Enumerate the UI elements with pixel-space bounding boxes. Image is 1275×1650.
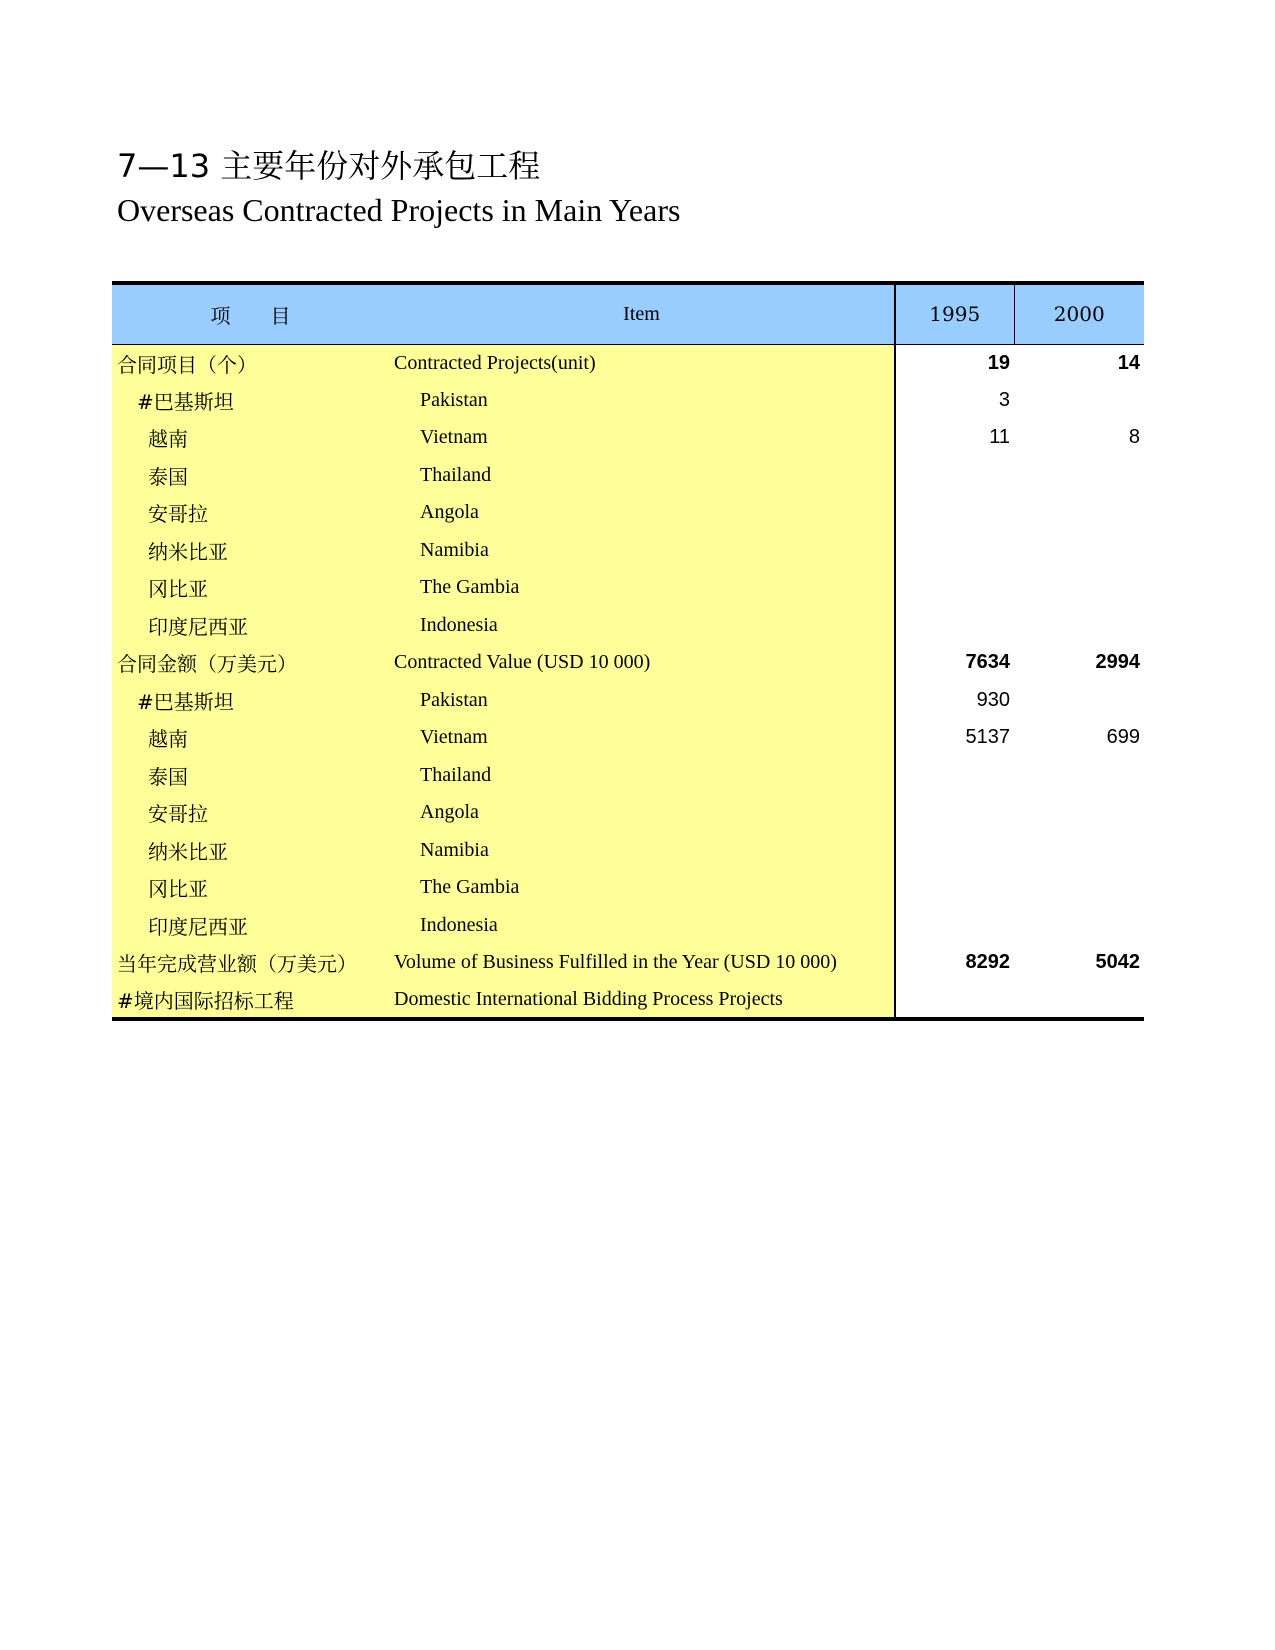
- value-1995: [895, 907, 1014, 945]
- header-item-en: Item: [389, 283, 895, 344]
- header-item-cn: 项 目: [112, 283, 389, 344]
- value-1995: 19: [987, 351, 1010, 374]
- value-1995: [895, 832, 1014, 870]
- row-label-en: Contracted Value (USD 10 000): [389, 644, 895, 682]
- table-row: [112, 607, 1144, 645]
- value-2000: 8: [1128, 426, 1140, 449]
- table-row: [112, 532, 1144, 570]
- row-label-cn: 印度尼西亚: [112, 907, 389, 945]
- row-label-en: Vietnam: [389, 719, 895, 757]
- table-row: [112, 344, 1144, 382]
- row-label-en: The Gambia: [389, 569, 895, 607]
- row-label-cn: 冈比亚: [112, 569, 389, 607]
- value-1995: [895, 607, 1014, 645]
- value-1995: [895, 532, 1014, 570]
- value-2000: 5042: [1095, 951, 1140, 974]
- row-label-cn: 泰国: [112, 757, 389, 795]
- table-body: [112, 344, 1144, 1019]
- value-1995: [895, 457, 1014, 495]
- table-row: [112, 569, 1144, 607]
- table-row: [112, 457, 1144, 495]
- table-row: [112, 907, 1144, 945]
- table-row: [112, 832, 1144, 870]
- value-1995: 8292: [965, 951, 1010, 974]
- value-2000: [1014, 794, 1144, 832]
- row-label-cn: 印度尼西亚: [112, 607, 389, 645]
- header-year-2000: 2000: [1014, 283, 1144, 344]
- value-2000: [1014, 382, 1144, 420]
- row-label-cn: 泰国: [112, 457, 389, 495]
- row-label-en: Namibia: [389, 832, 895, 870]
- row-label-en: Indonesia: [389, 607, 895, 645]
- title-cn-text: 主要年份对外承包工程: [220, 147, 541, 185]
- row-label-en: Thailand: [389, 457, 895, 495]
- row-label-cn: 越南: [112, 719, 389, 757]
- value-1995: 11: [989, 426, 1010, 449]
- row-label-cn: #境内国际招标工程: [112, 982, 389, 1020]
- table-row: [112, 382, 1144, 420]
- value-2000: [1014, 832, 1144, 870]
- header-row: [112, 283, 1144, 344]
- value-1995: 930: [976, 688, 1010, 711]
- row-label-en: The Gambia: [389, 869, 895, 907]
- page-title-cn: [117, 146, 540, 186]
- value-2000: [1014, 494, 1144, 532]
- value-1995: [895, 982, 1014, 1020]
- table-number: 7—13: [117, 147, 211, 185]
- value-2000: [1014, 682, 1144, 720]
- value-1995: 3: [998, 388, 1010, 411]
- row-label-cn: 冈比亚: [112, 869, 389, 907]
- row-label-en: Volume of Business Fulfilled in the Year (USD 10 000): [389, 944, 895, 982]
- row-label-en: Vietnam: [389, 419, 895, 457]
- row-label-cn: 纳米比亚: [112, 832, 389, 870]
- value-1995: 5137: [965, 726, 1010, 749]
- table-row: [112, 982, 1144, 1020]
- table-row: [112, 494, 1144, 532]
- row-label-en: Angola: [389, 494, 895, 532]
- value-2000: [1014, 532, 1144, 570]
- table-row: [112, 794, 1144, 832]
- value-2000: [1014, 869, 1144, 907]
- value-2000: [1014, 982, 1144, 1020]
- header-year-1995: 1995: [895, 283, 1014, 344]
- row-label-cn: 当年完成营业额（万美元）: [112, 944, 389, 982]
- value-2000: [1014, 607, 1144, 645]
- row-label-en: Pakistan: [389, 682, 895, 720]
- row-label-cn: #巴基斯坦: [112, 682, 389, 720]
- value-2000: [1014, 757, 1144, 795]
- row-label-cn: 安哥拉: [112, 494, 389, 532]
- row-label-cn: #巴基斯坦: [112, 382, 389, 420]
- page-title-en: Overseas Contracted Projects in Main Years: [117, 192, 681, 228]
- table-row: [112, 757, 1144, 795]
- value-2000: [1014, 907, 1144, 945]
- value-2000: 14: [1117, 351, 1140, 374]
- table-row: [112, 644, 1144, 682]
- row-label-en: Domestic International Bidding Process Projects: [389, 982, 895, 1020]
- table-row: [112, 944, 1144, 982]
- row-label-en: Angola: [389, 794, 895, 832]
- row-label-en: Contracted Projects(unit): [389, 344, 895, 382]
- row-label-cn: 纳米比亚: [112, 532, 389, 570]
- row-label-cn: 安哥拉: [112, 794, 389, 832]
- row-label-en: Indonesia: [389, 907, 895, 945]
- table-row: [112, 719, 1144, 757]
- value-1995: [895, 757, 1014, 795]
- row-label-en: Pakistan: [389, 382, 895, 420]
- row-label-en: Thailand: [389, 757, 895, 795]
- value-1995: [895, 869, 1014, 907]
- value-2000: 2994: [1095, 651, 1140, 674]
- table-header: [112, 283, 1144, 344]
- value-2000: 699: [1106, 726, 1140, 749]
- row-label-cn: 合同项目（个）: [112, 344, 389, 382]
- table-row: [112, 419, 1144, 457]
- value-2000: [1014, 569, 1144, 607]
- value-1995: [895, 794, 1014, 832]
- value-1995: [895, 494, 1014, 532]
- statistics-table: [112, 281, 1144, 1021]
- row-label-cn: 合同金额（万美元）: [112, 644, 389, 682]
- value-1995: [895, 569, 1014, 607]
- value-2000: [1014, 457, 1144, 495]
- table-row: [112, 682, 1144, 720]
- table-row: [112, 869, 1144, 907]
- row-label-cn: 越南: [112, 419, 389, 457]
- row-label-en: Namibia: [389, 532, 895, 570]
- value-1995: 7634: [965, 651, 1010, 674]
